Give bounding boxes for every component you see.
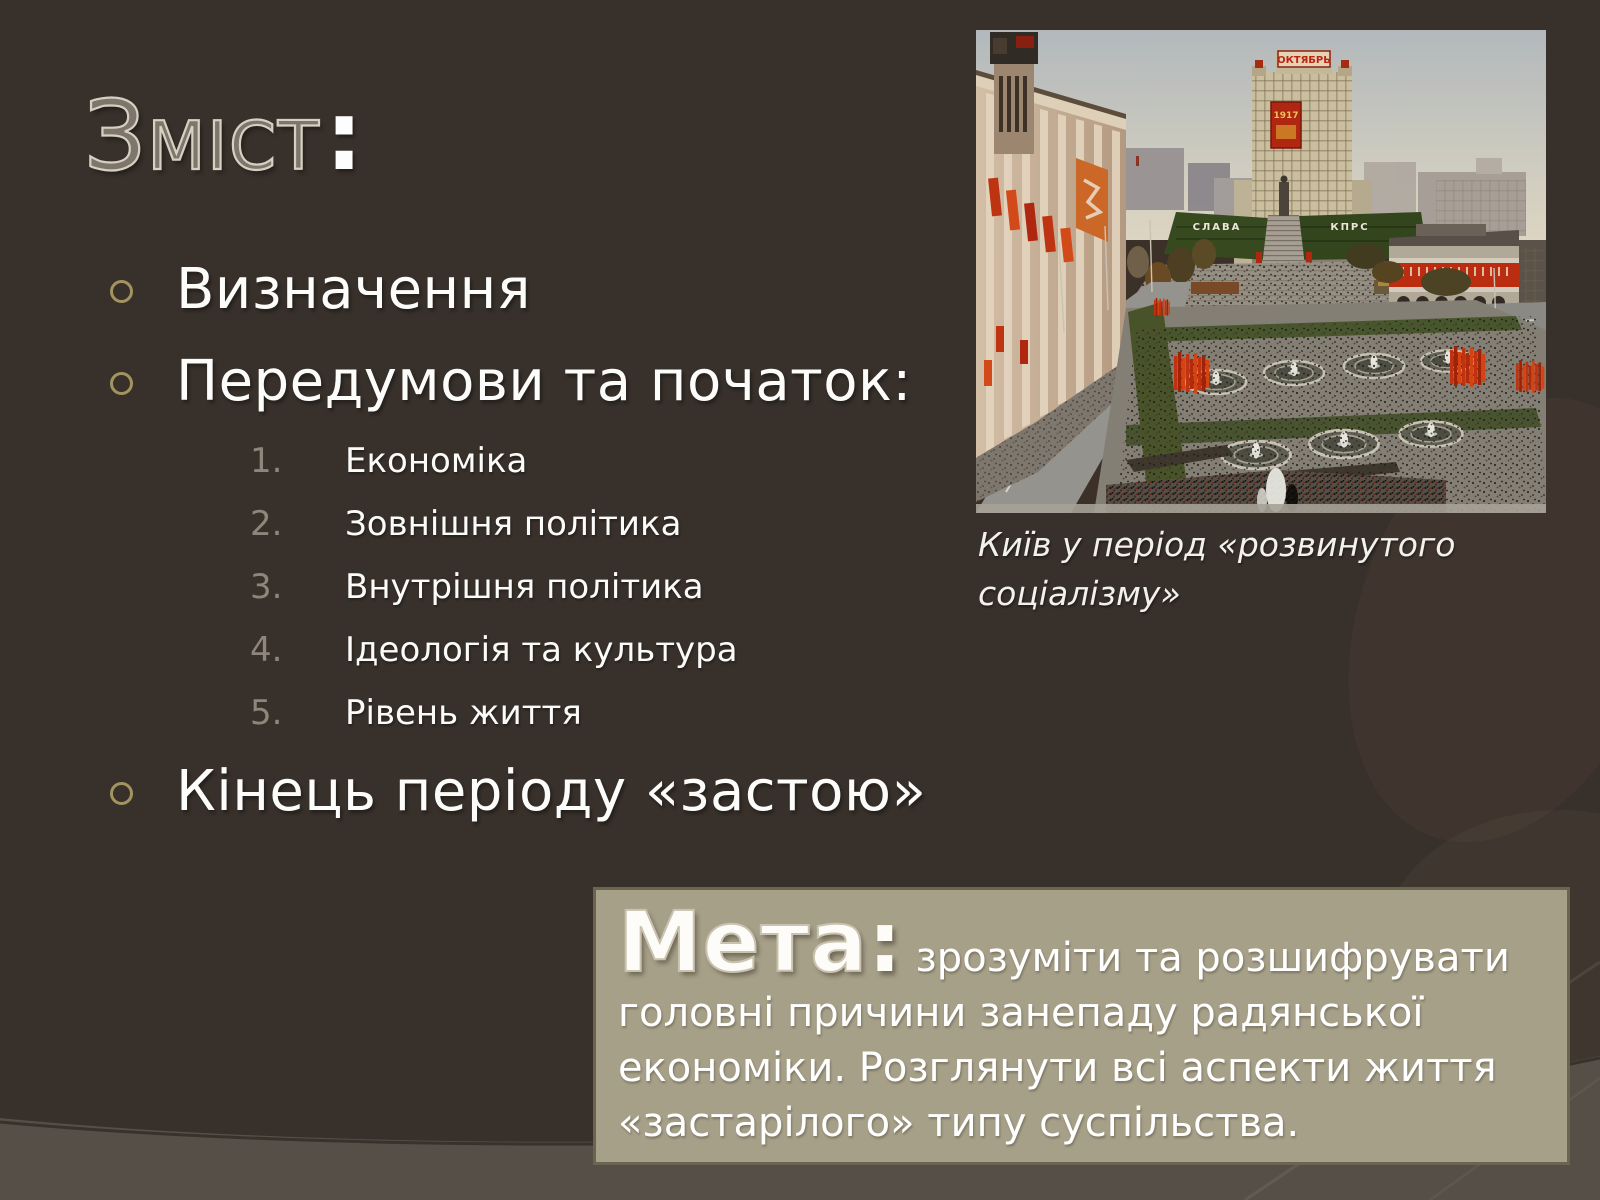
numbered-item-vnutrishnia	[250, 567, 704, 608]
bullet-label: Визначення	[176, 257, 531, 322]
numbered-item-ideolohiia	[250, 630, 738, 671]
item-label: Зовнішня політика	[345, 504, 682, 544]
kyiv-photo	[976, 30, 1546, 513]
meta-lead-text: зрозуміти та розшифрувати	[915, 935, 1510, 981]
circle-bullet-icon	[110, 782, 133, 805]
circle-bullet-icon	[110, 372, 133, 395]
meta-line: економіки. Розглянути всі аспекти життя	[618, 1045, 1497, 1092]
item-label: Рівень життя	[345, 693, 582, 733]
photo-caption	[978, 520, 1553, 618]
numbered-item-riven	[250, 693, 582, 734]
meta-heading-colon: :	[867, 893, 902, 991]
numbered-item-ekonomika	[250, 441, 527, 482]
slide-title	[84, 80, 364, 192]
slide-title-colon: :	[324, 80, 364, 192]
bullet-item-kinets	[110, 760, 926, 824]
bullet-label: Передумови та початок:	[176, 349, 912, 414]
item-label: Внутрішня політика	[345, 567, 704, 607]
photo-tint	[976, 30, 1546, 513]
item-label: Ідеологія та культура	[345, 630, 738, 670]
bullet-label: Кінець періоду «застою»	[176, 759, 927, 824]
caption-line-2: соціалізму»	[978, 574, 1181, 613]
kyiv-photo-svg	[976, 30, 1546, 513]
caption-line-1: Київ у період «розвинутого	[978, 525, 1456, 564]
numbered-item-zovnishnia	[250, 504, 681, 545]
item-number: 1.	[250, 441, 283, 481]
item-number: 4.	[250, 630, 283, 670]
meta-first-line	[618, 893, 1547, 991]
item-number: 2.	[250, 504, 283, 544]
item-number: 3.	[250, 567, 283, 607]
bullet-item-vyznachennia	[110, 258, 531, 322]
meta-line: «застарілого» типу суспільства.	[618, 1100, 1300, 1147]
slide-title-word: Зміст	[84, 80, 321, 192]
item-number: 5.	[250, 693, 283, 733]
meta-line: головні причини занепаду радянської	[618, 990, 1424, 1037]
item-label: Економіка	[345, 441, 528, 481]
bullet-item-peredumovy	[110, 350, 912, 414]
circle-bullet-icon	[110, 280, 133, 303]
meta-box	[593, 887, 1570, 1165]
meta-heading: Мета	[618, 893, 868, 991]
